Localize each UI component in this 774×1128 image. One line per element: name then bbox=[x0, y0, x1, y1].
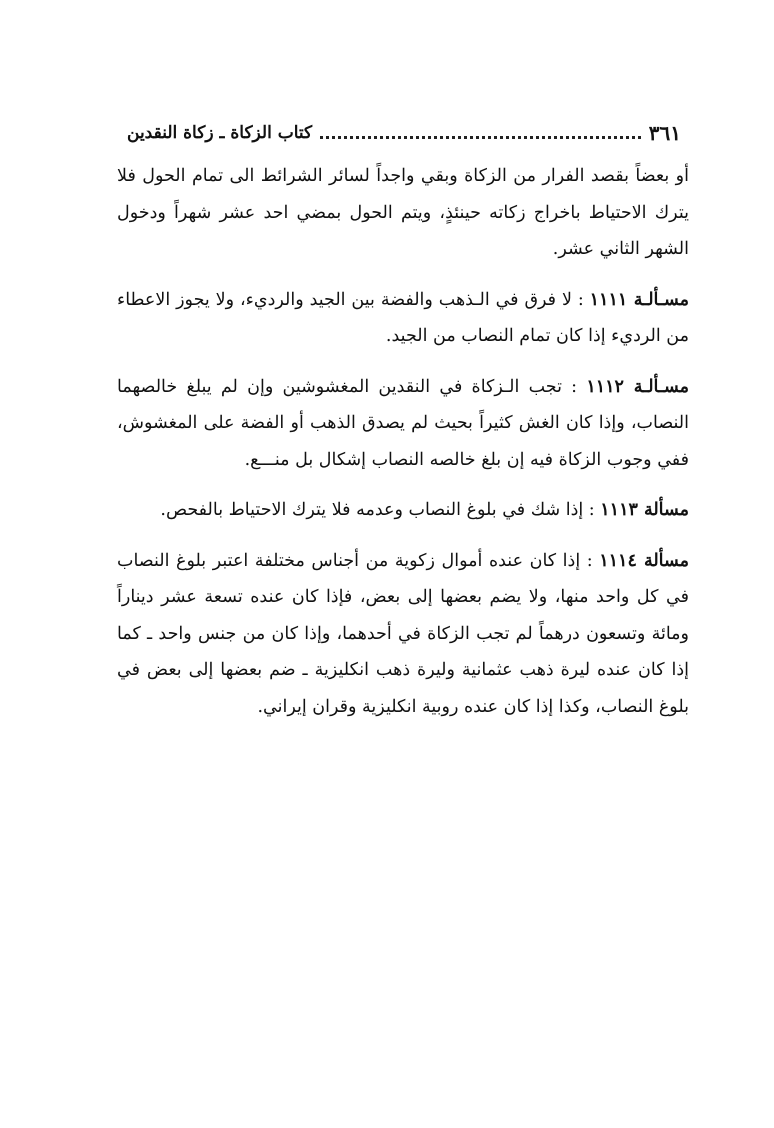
header-dot-leader bbox=[320, 136, 641, 139]
paragraph-text: : تجب الـزكاة في النقدين المغشوشين وإن لم يبلغ خالصهما النصاب، وإذا كان الغش كثيراً بحيث لم يصدق الذهب أو الفضة على المغشوش، ففي وجوب الزكاة فيه إن بلغ خالصه النصاب إشكال بل منـــع. bbox=[117, 376, 689, 470]
running-header bbox=[117, 116, 687, 150]
issue-label: مسـألـة ١١١٢ bbox=[586, 376, 689, 397]
paragraph-text: أو بعضاً بقصد الفرار من الزكاة وبقي واجداً لسائر الشرائط الى تمام الحول فلا يترك الاحتياط باخراج زكاته حينئذٍ، ويتم الحول بمضي احد عشر شهراً ودخول الشهر الثاني عشر. bbox=[117, 166, 689, 259]
paragraph-issue-1112 bbox=[117, 369, 689, 479]
paragraph-text: : لا فرق في الـذهب والفضة بين الجيد والرديء، ولا يجوز الاعطاء من الرديء إذا كان تمام النصاب من الجيد. bbox=[117, 289, 689, 346]
issue-label: مسألة ١١١٣ bbox=[600, 500, 689, 520]
paragraph-text: : إذا شك في بلوغ النصاب وعدمه فلا يترك الاحتياط بالفحص. bbox=[160, 500, 595, 520]
issue-label: مسـألـة ١١١١ bbox=[589, 289, 689, 310]
body-text bbox=[117, 158, 689, 739]
paragraph-continuation bbox=[117, 158, 689, 268]
paragraph-text: : إذا كان عنده أموال زكوية من أجناس مختلفة اعتبر بلوغ النصاب في كل واحد منها، ولا يضم بعضها إلى بعض، فإذا كان عنده تسعة عشر ديناراً ومائة وتسعون درهماً لم تجب الزكاة في أحدهما، وإذا كان من جنس واحد ـ كما إذا كان عنده ليرة ذهب عثمانية وليرة ذهب انكليزية ـ ضم بعضها إلى بعض في بلوغ النصاب، وكذا إذا كان عنده روبية انكليزية وقران إيراني. bbox=[117, 550, 689, 717]
issue-label: مسألة ١١١٤ bbox=[599, 550, 689, 571]
paragraph-issue-1113 bbox=[117, 492, 689, 529]
page-number: ٣٦١ bbox=[648, 121, 681, 145]
header-title: كتاب الزكاة ـ زكاة النقدين bbox=[127, 123, 313, 143]
paragraph-issue-1114 bbox=[117, 543, 689, 726]
paragraph-issue-1111 bbox=[117, 282, 689, 355]
